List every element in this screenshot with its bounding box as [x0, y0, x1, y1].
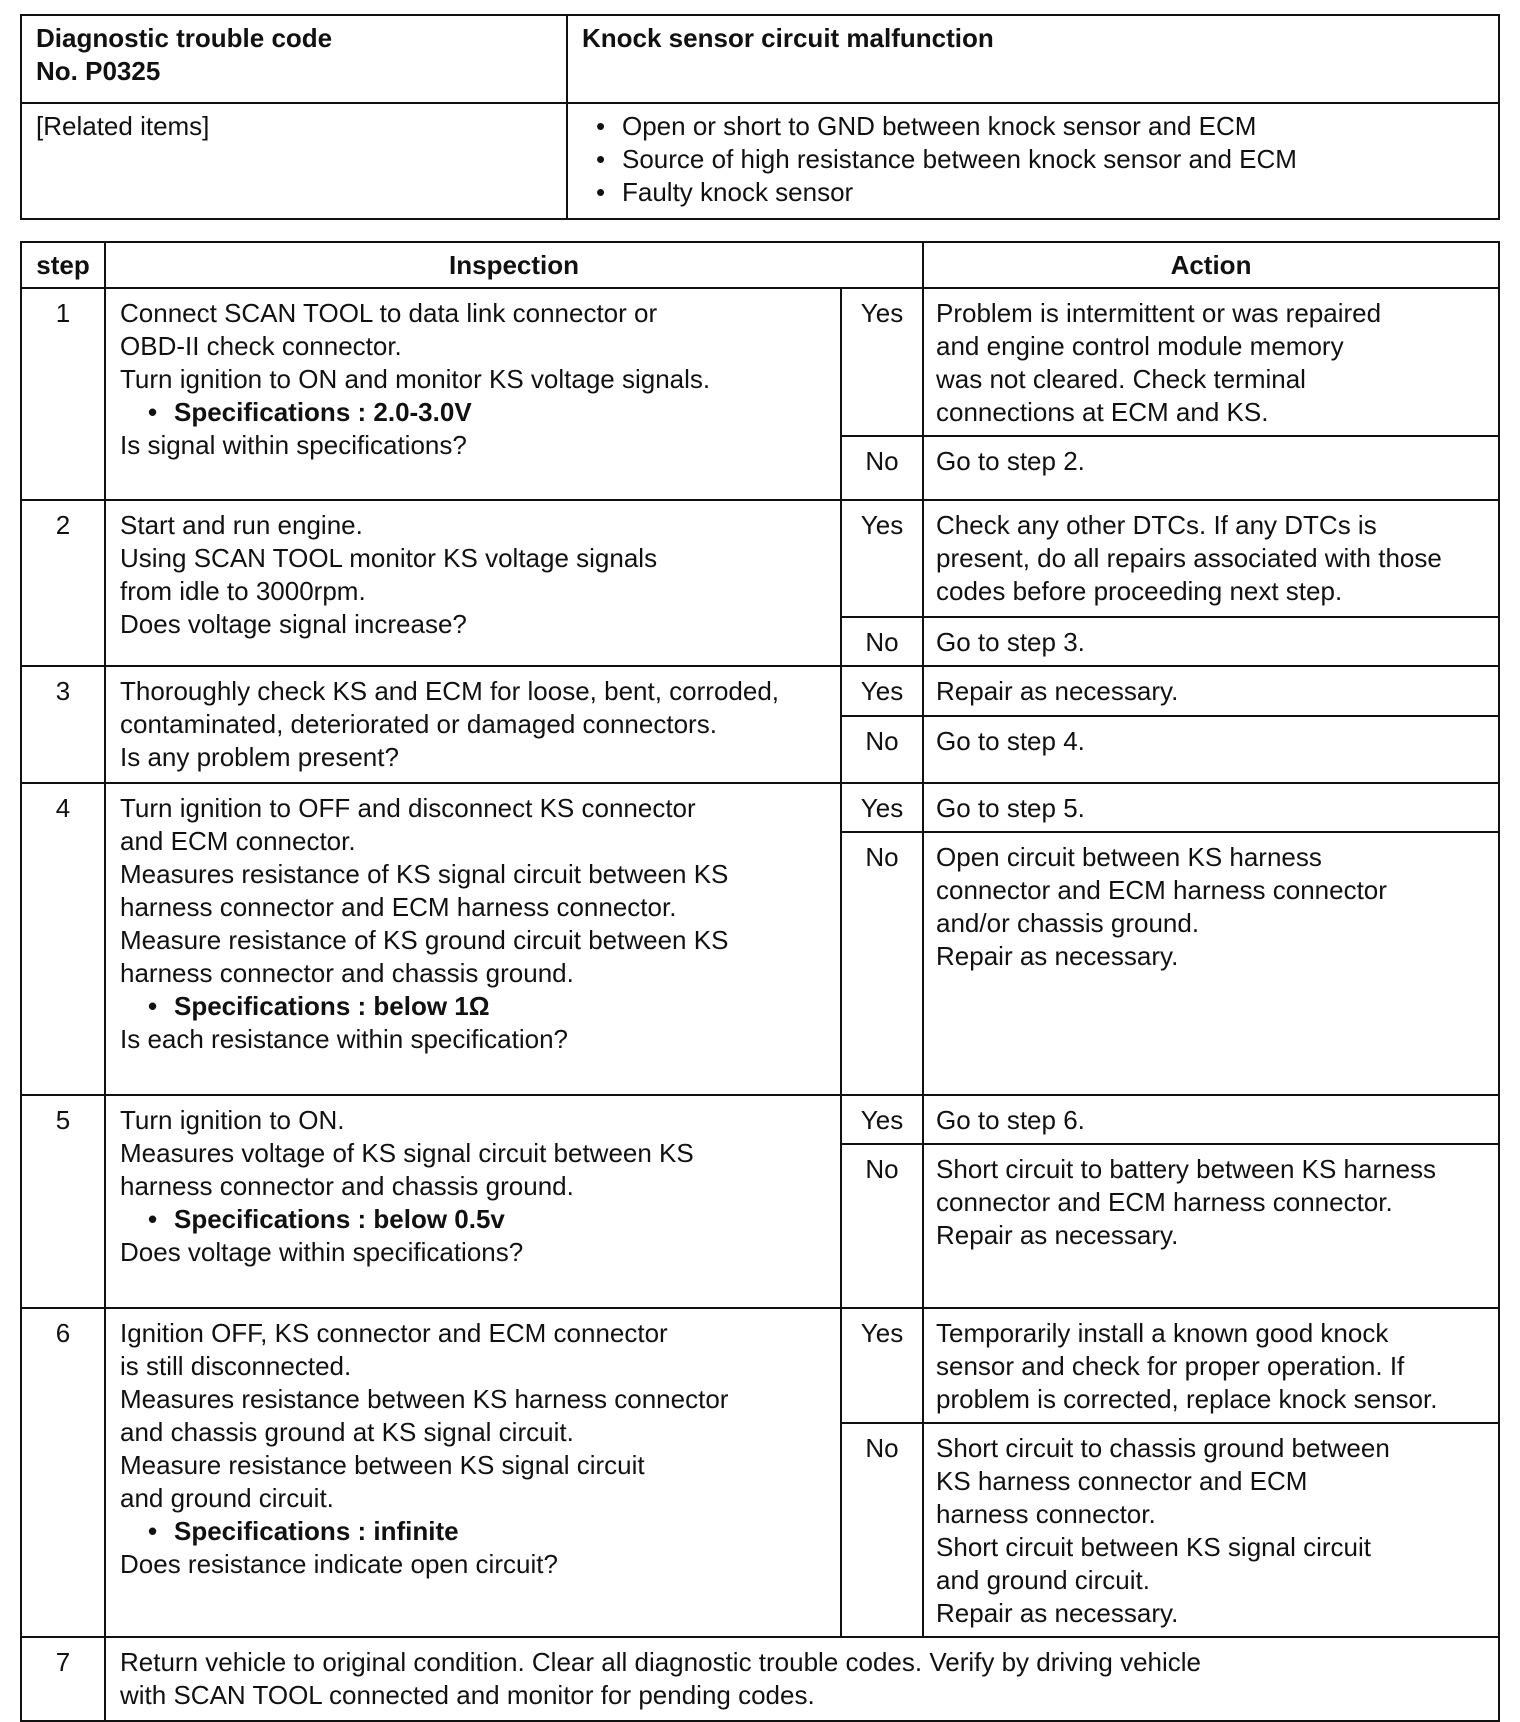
dtc-header-table [20, 14, 1500, 220]
step-number: 3 [21, 666, 105, 783]
yes-action: Check any other DTCs. If any DTCs is present, do all repairs associated with those codes before proceeding next step. [923, 500, 1499, 617]
table-row [21, 783, 1499, 832]
inspection-line: Return vehicle to original condition. Clear all diagnostic trouble codes. Verify by driving vehicle with SCAN TOOL connected and monitor for pending codes. [120, 1647, 1202, 1710]
inspection-line: Measure resistance between KS signal circuit [120, 1450, 645, 1480]
inspection-question: Is each resistance within specification? [120, 1024, 569, 1054]
column-header-step: step [21, 242, 105, 288]
step-number: 4 [21, 783, 105, 1095]
step-inspection [105, 666, 841, 783]
inspection-line: Turn ignition to ON. [120, 1105, 345, 1135]
list-item: • Faulty knock sensor [582, 176, 1484, 209]
no-action: Go to step 3. [923, 617, 1499, 666]
yes-label: Yes [841, 666, 923, 716]
inspection-line: harness connector and chassis ground. [120, 958, 574, 988]
yes-action: Go to step 5. [923, 783, 1499, 832]
no-label: No [841, 1144, 923, 1308]
inspection-question: Does voltage signal increase? [120, 609, 467, 639]
related-items-list [582, 110, 1484, 209]
inspection-line: Ignition OFF, KS connector and ECM connector [120, 1318, 668, 1348]
list-item: • Open or short to GND between knock sensor and ECM [582, 110, 1484, 143]
inspection-line: Measures resistance between KS harness connector [120, 1384, 729, 1414]
inspection-line: Measure resistance of KS ground circuit between KS [120, 925, 729, 955]
step-inspection [105, 1308, 841, 1637]
column-header-action: Action [923, 242, 1499, 288]
related-items-cell [567, 103, 1499, 219]
dtc-code-number: No. P0325 [36, 56, 161, 86]
no-action: Go to step 2. [923, 436, 1499, 500]
inspection-line: and ECM connector. [120, 826, 356, 856]
inspection-line: and chassis ground at KS signal circuit. [120, 1417, 574, 1447]
inspection-question: Is signal within specifications? [120, 430, 467, 460]
step-number: 7 [21, 1637, 105, 1721]
inspection-line: Turn ignition to ON and monitor KS voltage signals. [120, 364, 711, 394]
no-action: Short circuit to chassis ground between KS harness connector and ECM harness connector. Short circuit between KS signal circuit and ground circuit. Repair as necessary. [923, 1423, 1499, 1637]
no-action: Open circuit between KS harness connector and ECM harness connector and/or chassis ground. Repair as necessary. [923, 832, 1499, 1095]
dtc-code-label: Diagnostic trouble code [36, 23, 333, 53]
inspection-line: Turn ignition to OFF and disconnect KS connector [120, 793, 696, 823]
dtc-code-cell [21, 15, 567, 103]
inspection-line: Thoroughly check KS and ECM for loose, bent, corroded, [120, 676, 780, 706]
inspection-line: Using SCAN TOOL monitor KS voltage signals [120, 543, 658, 573]
table-row [21, 1637, 1499, 1721]
step-inspection [105, 783, 841, 1095]
procedure-table [20, 241, 1500, 1722]
inspection-line: harness connector and ECM harness connector. [120, 892, 677, 922]
inspection-question: Is any problem present? [120, 742, 399, 772]
step-inspection [105, 288, 841, 500]
inspection-line: and ground circuit. [120, 1483, 334, 1513]
inspection-line: is still disconnected. [120, 1351, 352, 1381]
step-number: 6 [21, 1308, 105, 1637]
no-action: Short circuit to battery between KS harness connector and ECM harness connector. Repair as necessary. [923, 1144, 1499, 1308]
table-row [21, 1308, 1499, 1423]
no-label: No [841, 1423, 923, 1637]
step-number: 1 [21, 288, 105, 500]
related-items-label: [Related items] [21, 103, 567, 219]
table-row [21, 500, 1499, 617]
specification: • Specifications : 2.0-3.0V [148, 397, 472, 427]
inspection-line: harness connector and chassis ground. [120, 1171, 574, 1201]
inspection-line: Connect SCAN TOOL to data link connector or [120, 298, 658, 328]
inspection-question: Does resistance indicate open circuit? [120, 1549, 558, 1579]
no-label: No [841, 832, 923, 1095]
specification: • Specifications : infinite [148, 1516, 459, 1546]
step-number: 5 [21, 1095, 105, 1308]
no-label: No [841, 436, 923, 500]
no-label: No [841, 716, 923, 783]
yes-label: Yes [841, 288, 923, 436]
inspection-line: contaminated, deteriorated or damaged connectors. [120, 709, 717, 739]
step-inspection [105, 1637, 1499, 1721]
specification: • Specifications : below 1Ω [148, 991, 490, 1021]
step-inspection [105, 500, 841, 666]
yes-label: Yes [841, 1308, 923, 1423]
yes-action: Go to step 6. [923, 1095, 1499, 1144]
yes-action: Problem is intermittent or was repaired and engine control module memory was not cleared. Check terminal connections at ECM and KS. [923, 288, 1499, 436]
yes-label: Yes [841, 1095, 923, 1144]
specification: • Specifications : below 0.5v [148, 1204, 505, 1234]
table-row [21, 288, 1499, 436]
step-inspection [105, 1095, 841, 1308]
table-row [21, 666, 1499, 716]
dtc-title: Knock sensor circuit malfunction [567, 15, 1499, 103]
no-label: No [841, 617, 923, 666]
inspection-line: Measures resistance of KS signal circuit between KS [120, 859, 729, 889]
inspection-line: Start and run engine. [120, 510, 363, 540]
table-row [21, 1095, 1499, 1144]
yes-action: Repair as necessary. [923, 666, 1499, 716]
yes-label: Yes [841, 783, 923, 832]
inspection-line: OBD-II check connector. [120, 331, 402, 361]
column-header-inspection: Inspection [105, 242, 923, 288]
yes-action: Temporarily install a known good knock sensor and check for proper operation. If problem is corrected, replace knock sensor. [923, 1308, 1499, 1423]
inspection-question: Does voltage within specifications? [120, 1237, 524, 1267]
no-action: Go to step 4. [923, 716, 1499, 783]
step-number: 2 [21, 500, 105, 666]
inspection-line: from idle to 3000rpm. [120, 576, 366, 606]
inspection-line: Measures voltage of KS signal circuit between KS [120, 1138, 694, 1168]
list-item: • Source of high resistance between knock sensor and ECM [582, 143, 1484, 176]
yes-label: Yes [841, 500, 923, 617]
